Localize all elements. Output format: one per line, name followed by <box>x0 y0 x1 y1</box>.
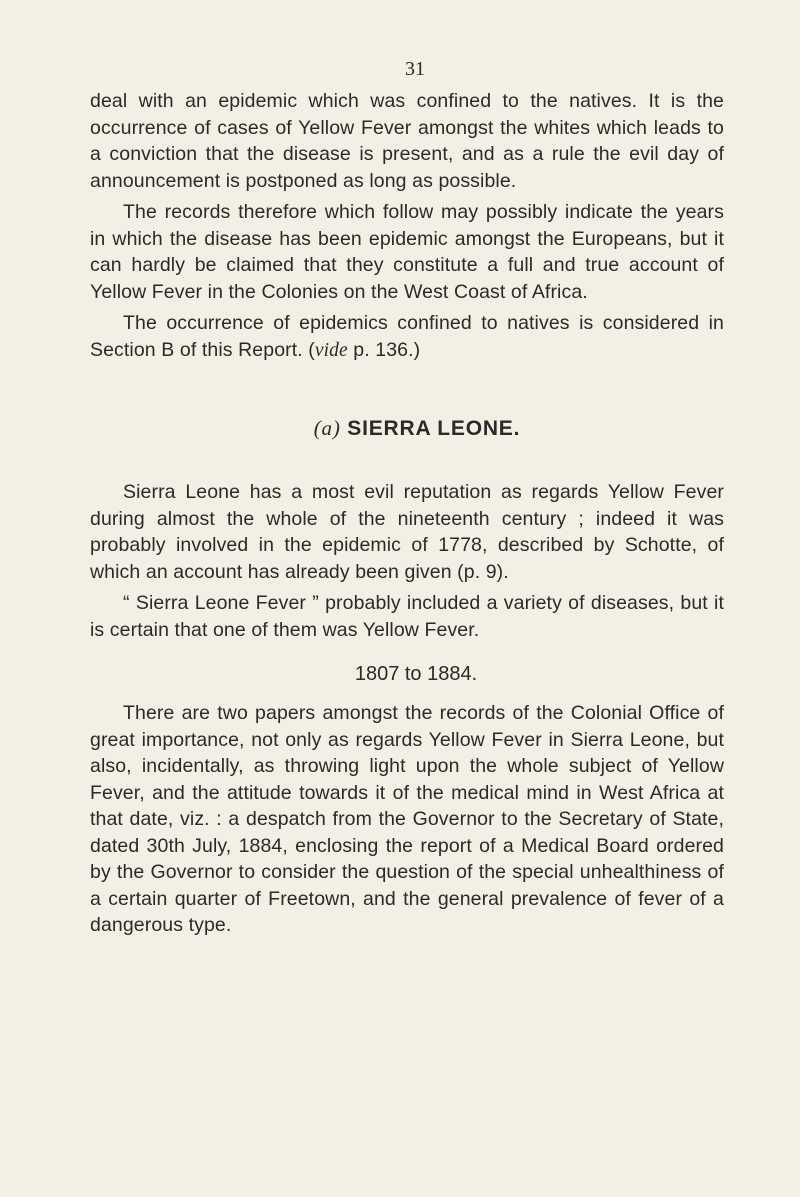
paragraph-6: There are two papers amongst the records of the Colonial Office of great importance, not only as regards Yellow Fever in Sierra Leone, but also, incidentally, as throwing light upon the whole subject of Yellow Fever, and the attitude towards it of the medical mind in West Africa at that date, viz. : a despatch from the Governor to the Secretary of State, dated 30th July, 1884, enclosing the report of a Medical Board ordered by the Governor to consider the question of the special unhealthiness of a certain quarter of Freetown, and the general prevalence of fever of a dangerous type. <box>90 702 724 936</box>
paragraph-3-page-ref: p. 136.) <box>347 338 421 361</box>
vide-reference: vide <box>314 339 348 361</box>
section-title: SIERRA LEONE. <box>347 417 521 440</box>
paragraph-4: Sierra Leone has a most evil reputation as regards Yellow Fever during almost the whole of the nineteenth century ; indeed it was probably involved in the epidemic of 1778, described by Schotte, of which an account has already been given (p. 9). <box>90 481 724 583</box>
page-number: 31 <box>405 58 425 80</box>
paragraph-2: The records therefore which follow may possibly indicate the years in which the disease has been epidemic amongst the Europeans, but it can hardly be claimed that they constitute a full and true account of Yellow Fever in the Colonies on the West Coast of Africa. <box>90 201 724 303</box>
paragraph-5: “ Sierra Leone Fever ” probably included a variety of diseases, but it is certain that one of them was Yellow Fever. <box>90 592 724 641</box>
paragraph-1: deal with an epidemic which was confined to the natives. It is the occurrence of cases of Yellow Fever amongst the whites which leads to a conviction that the disease is present, and as a rule the evil day of announcement is postponed as long as possible. <box>90 90 724 192</box>
section-heading <box>90 416 724 441</box>
paragraph-3-text: The occurrence of epidemics confined to natives is considered in Section B of this Report. ( <box>90 312 724 361</box>
paragraph-3 <box>90 310 724 364</box>
section-letter: (a) <box>313 416 341 440</box>
date-range-heading: 1807 to 1884. <box>354 663 478 685</box>
document-page <box>90 58 724 939</box>
